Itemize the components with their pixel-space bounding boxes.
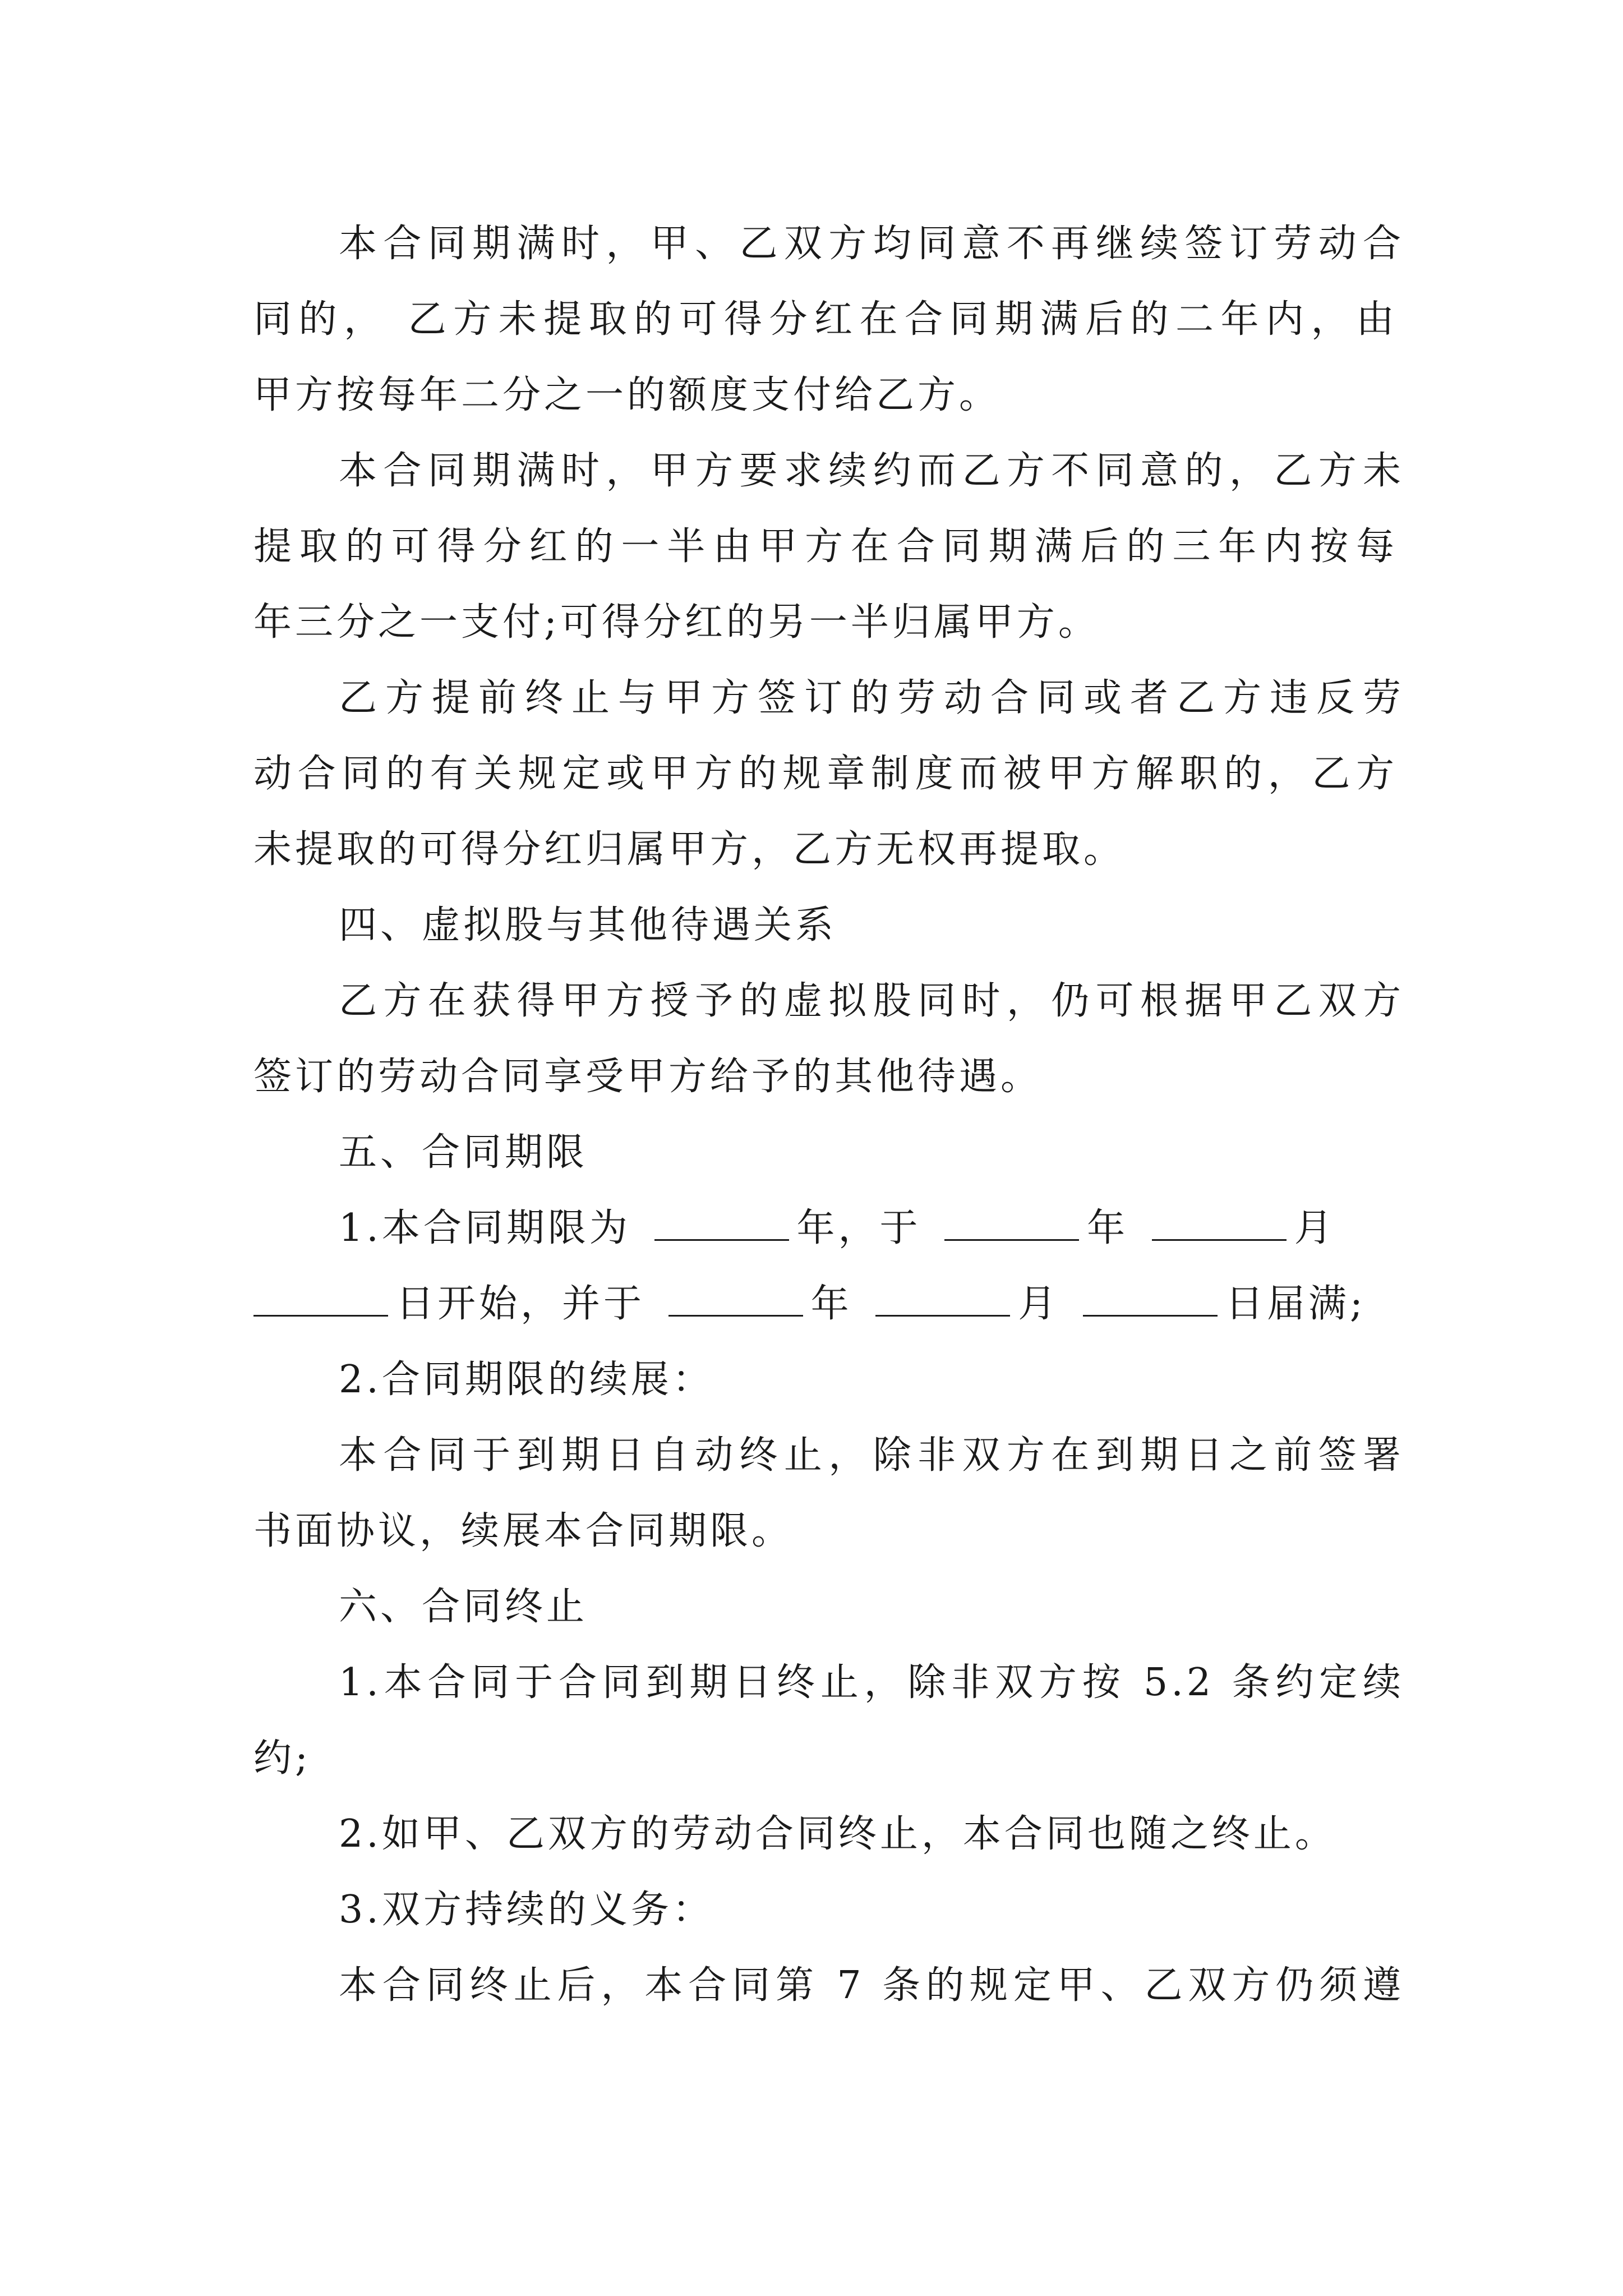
- clause-heading: 3.双方持续的义务：: [339, 1888, 714, 1932]
- term-line-end: [253, 1276, 1398, 1332]
- paragraph-line: 年三分之一支付;可得分红的另一半归属甲方。: [253, 600, 1100, 645]
- blank-start-year-field[interactable]: [944, 1204, 1079, 1241]
- term-unit-month: 月: [1018, 1282, 1060, 1326]
- term-unit-year: 年: [1087, 1206, 1129, 1250]
- section-heading: 五、合同期限: [339, 1130, 588, 1175]
- clause-heading: 2.合同期限的续展：: [339, 1358, 714, 1402]
- paragraph-line: 1.本合同于合同到期日终止，除非双方按 5.2 条约定续: [339, 1660, 1404, 1705]
- term-start-text: 日开始，并于: [396, 1282, 645, 1326]
- paragraph-line: 本合同终止后，本合同第 7 条的规定甲、乙双方仍须遵: [339, 1963, 1404, 2008]
- blank-end-year-field[interactable]: [668, 1280, 803, 1317]
- term-unit-month: 月: [1294, 1206, 1336, 1250]
- section-heading: 六、合同终止: [339, 1585, 588, 1629]
- blank-end-month-field[interactable]: [875, 1280, 1010, 1317]
- paragraph-line: 2.如甲、乙双方的劳动合同终止，本合同也随之终止。: [339, 1812, 1336, 1856]
- paragraph-line: 签订的劳动合同享受甲方给予的其他待遇。: [253, 1055, 1043, 1099]
- paragraph-line: 乙方提前终止与甲方签订的劳动合同或者乙方违反劳: [339, 676, 1404, 720]
- paragraph-line: 本合同期满时，甲、乙双方均同意不再继续签订劳动合: [339, 222, 1404, 266]
- paragraph-line: 约;: [253, 1736, 311, 1780]
- paragraph-line: 提取的可得分红的一半由甲方在合同期满后的三年内按每: [253, 524, 1398, 569]
- blank-start-day-field[interactable]: [253, 1280, 388, 1317]
- blank-start-month-field[interactable]: [1152, 1204, 1287, 1241]
- paragraph-line: 甲方按每年二分之一的额度支付给乙方。: [253, 373, 1001, 417]
- section-heading: 四、虚拟股与其他待遇关系: [339, 903, 837, 947]
- paragraph-line: 本合同期满时，甲方要求续约而乙方不同意的，乙方未: [339, 449, 1404, 493]
- term-label: 1.本合同期限为: [339, 1206, 631, 1250]
- term-end-text: 日届满;: [1225, 1282, 1366, 1326]
- term-line-start: [339, 1200, 1404, 1257]
- paragraph-line: 同的， 乙方未提取的可得分红在合同期满后的二年内，由: [253, 297, 1398, 342]
- blank-end-day-field[interactable]: [1083, 1280, 1218, 1317]
- paragraph-line: 动合同的有关规定或甲方的规章制度而被甲方解职的，乙方: [253, 752, 1398, 796]
- paragraph-line: 书面协议，续展本合同期限。: [253, 1509, 794, 1553]
- term-unit-year: 年，于: [796, 1206, 921, 1250]
- paragraph-line: 未提取的可得分红归属甲方，乙方无权再提取。: [253, 827, 1126, 872]
- blank-years-field[interactable]: [654, 1204, 789, 1241]
- paragraph-line: 本合同于到期日自动终止，除非双方在到期日之前签署: [339, 1433, 1404, 1478]
- paragraph-line: 乙方在获得甲方授予的虚拟股同时，仍可根据甲乙双方: [339, 979, 1404, 1023]
- term-unit-year: 年: [810, 1282, 852, 1326]
